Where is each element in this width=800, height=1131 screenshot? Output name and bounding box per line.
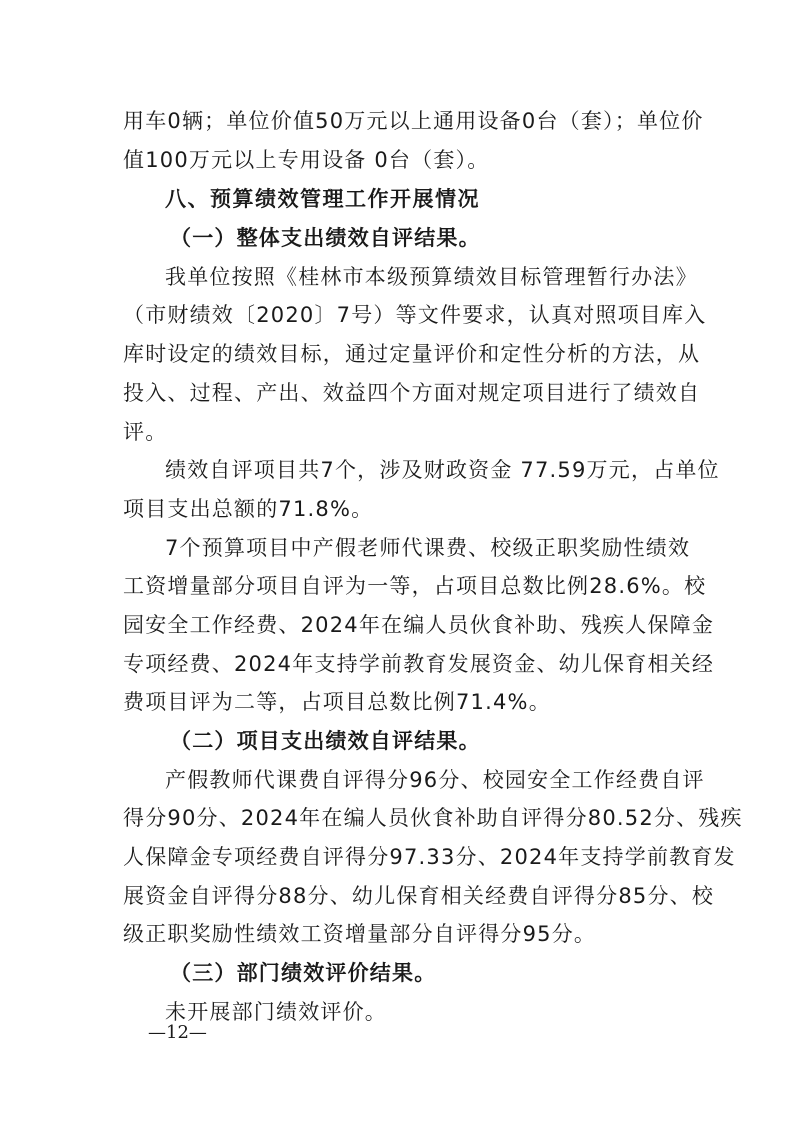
paragraph-line: 专项经费、2024年支持学前教育发展资金、幼儿保育相关经: [123, 652, 715, 676]
paragraph-line: 值100万元以上专用设备 0台（套）。: [123, 148, 490, 172]
paragraph-line: 未开展部门绩效评价。: [165, 1000, 387, 1024]
paragraph-line: 库时设定的绩效目标，通过定量评价和定性分析的方法，从: [123, 342, 701, 366]
paragraph-line: 我单位按照《桂林市本级预算绩效目标管理暂行办法》: [165, 265, 698, 289]
paragraph-line: 工资增量部分项目自评为一等，占项目总数比例28.6%。校: [123, 574, 707, 598]
paragraph-line: 评。: [123, 420, 168, 444]
page-number: —12—: [148, 1022, 207, 1043]
subsection-heading: （二）项目支出绩效自评结果。: [170, 729, 481, 753]
paragraph-line: 产假教师代课费自评得分96分、校园安全工作经费自评: [165, 768, 705, 792]
paragraph-line: 用车0辆；单位价值50万元以上通用设备0台（套）；单位价: [123, 109, 704, 133]
paragraph-line: 费项目评为二等，占项目总数比例71.4%。: [123, 690, 551, 714]
subsection-heading: （三）部门绩效评价结果。: [170, 961, 437, 985]
paragraph-line: 展资金自评得分88分、幼儿保育相关经费自评得分85分、校: [123, 884, 715, 908]
section-heading: 八、预算绩效管理工作开展情况: [165, 187, 480, 211]
paragraph-line: 得分90分、2024年在编人员伙食补助自评得分80.52分、残疾: [123, 806, 743, 830]
paragraph-line: 绩效自评项目共7个，涉及财政资金 77.59万元，占单位: [165, 458, 720, 482]
paragraph-line: 级正职奖励性绩效工资增量部分自评得分95分。: [123, 922, 597, 946]
paragraph-line: 人保障金专项经费自评得分97.33分、2024年支持学前教育发: [123, 845, 736, 869]
paragraph-line: 投入、过程、产出、效益四个方面对规定项目进行了绩效自: [123, 381, 701, 405]
paragraph-line: 园安全工作经费、2024年在编人员伙食补助、残疾人保障金: [123, 613, 715, 637]
paragraph-line: （市财绩效〔2020〕7号）等文件要求，认真对照项目库入: [123, 303, 707, 327]
paragraph-line: 7个预算项目中产假老师代课费、校级正职奖励性绩效: [165, 536, 691, 560]
paragraph-line: 项目支出总额的71.8%。: [123, 497, 374, 521]
subsection-heading: （一）整体支出绩效自评结果。: [170, 226, 481, 250]
